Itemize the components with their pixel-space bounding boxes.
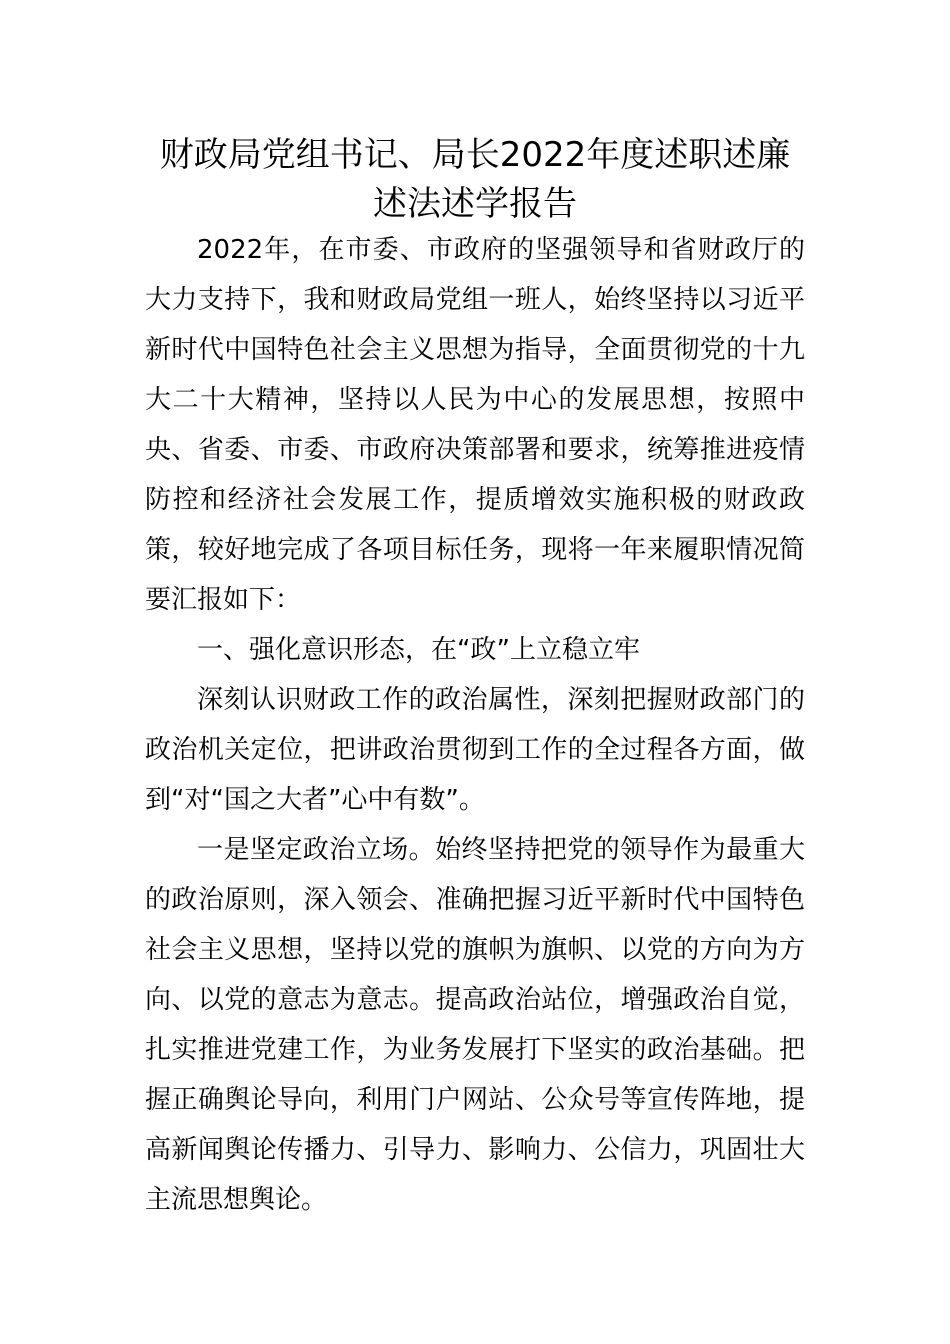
point-one-paragraph: 一是坚定政治立场。始终坚持把党的领导作为最重大的政治原则，深入领会、准确把握习近平新时代中国特色社会主义思想，坚持以党的旗帜为旗帜、以党的方向为方向、以党的意志为意志。提高政治站位，增强政治自觉，扎实推进党建工作，为业务发展打下坚实的政治基础。把握正确舆论导向，利用门户网站、公众号等宣传阵地，提高新闻舆论传播力、引导力、影响力、公信力，巩固壮大主流思想舆论。 — [145, 835, 805, 1215]
document-title-line-2: 述法述学报告 — [373, 184, 577, 224]
document-title-line-1: 财政局党组书记、局长2022年度述职述廉 — [159, 135, 791, 175]
intro-paragraph: 2022年，在市委、市政府的坚强领导和省财政厅的大力支持下，我和财政局党组一班人，始终坚持以习近平新时代中国特色社会主义思想为指导，全面贯彻党的十九大二十大精神，坚持以人民为中心的发展思想，按照中央、省委、市委、市政府决策部署和要求，统筹推进疫情防控和经济社会发展工作，提质增效实施积极的财政政策，较好地完成了各项目标任务，现将一年来履职情况简要汇报如下： — [145, 235, 805, 615]
section-intro-paragraph: 深刻认识财政工作的政治属性，深刻把握财政部门的政治机关定位，把讲政治贯彻到工作的全过程各方面，做到“对“国之大者”心中有数”。 — [145, 685, 805, 815]
section-heading: 一、强化意识形态，在“政”上立稳立牢 — [197, 635, 640, 665]
